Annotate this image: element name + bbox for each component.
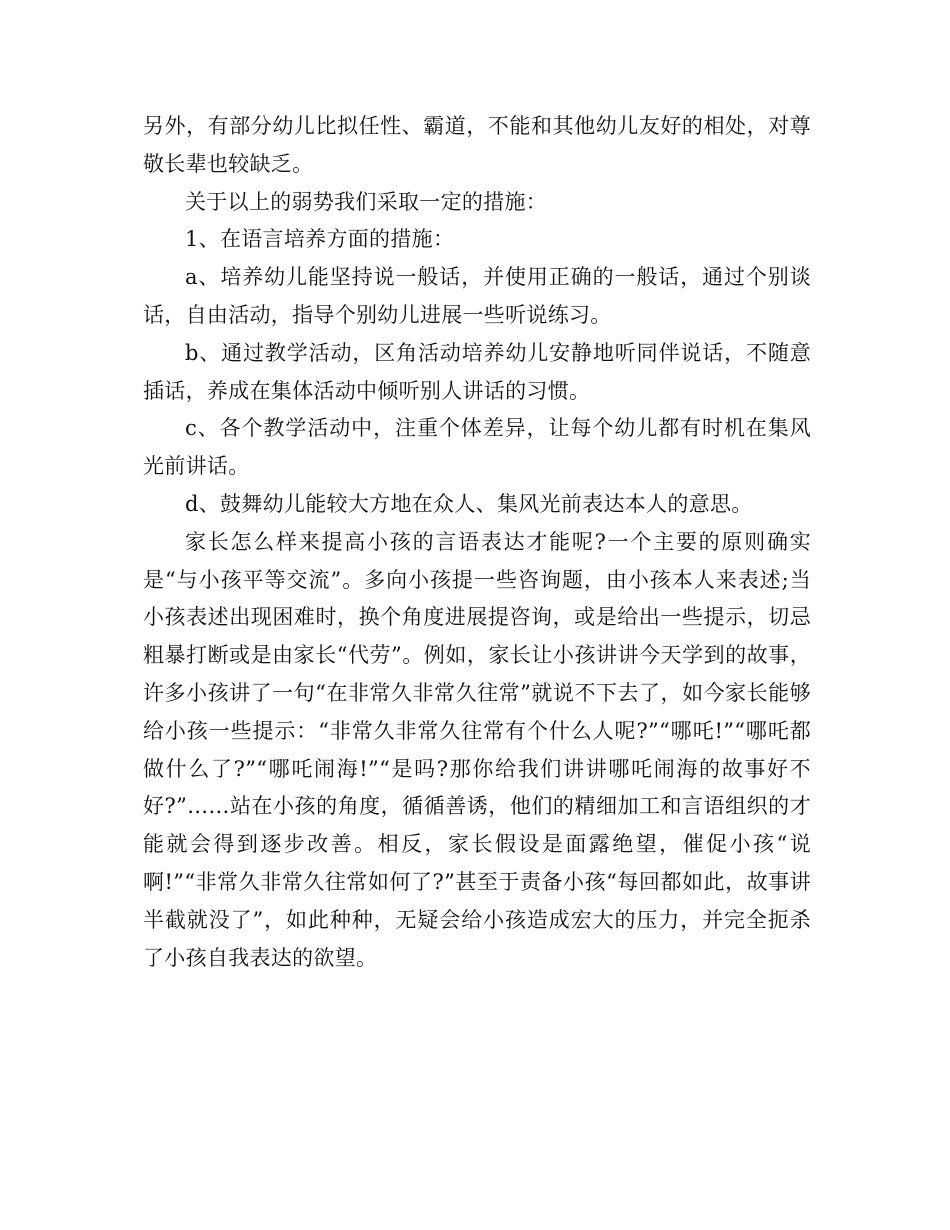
paragraph-language-measures-heading: 1、在语言培养方面的措施： — [185, 227, 455, 252]
paragraph-continuation: 另外，有部分幼儿比拟任性、霸道，不能和其他幼儿友好的相处，对尊敬长辈也较缺乏。 — [143, 114, 811, 176]
paragraph-item-c: c、各个教学活动中，注重个体差异，让每个幼儿都有时机在集风光前讲话。 — [143, 416, 811, 479]
paragraph-item-a: a、培养幼儿能坚持说一般话，并使用正确的一般话，通过个别谈话，自由活动，指导个别幼儿进展一些听说练习。 — [143, 265, 811, 327]
body-text — [143, 108, 811, 977]
paragraph-measures-intro: 关于以上的弱势我们采取一定的措施： — [185, 189, 548, 214]
paragraph-parents-advice: 家长怎么样来提高小孩的言语表达才能呢?一个主要的原则确实是“与小孩平等交流”。多向小孩提一些咨询题，由小孩本人来表述;当小孩表述出现困难时，换个角度进展提咨询，或是给出一些提示，切忌粗暴打断或是由家长“代劳”。例如，家长让小孩讲讲今天学到的故事，许多小孩讲了一句“在非常久非常久往常”就说不下去了，如今家长能够给小孩一些提示：“非常久非常久往常有个什么人呢?”“哪吒!”“哪吒都做什么了?”“哪吒闹海!”“是吗?那你给我们讲讲哪吒闹海的故事好不好?”……站在小孩的角度，循循善诱，他们的精细加工和言语组织的才能就会得到逐步改善。相反，家长假设是面露绝望，催促小孩“说啊!”“非常久非常久往常如何了?”甚至于责备小孩“每回都如此，故事讲半截就没了”，如此种种，无疑会给小孩造成宏大的压力，并完全扼杀了小孩自我表达的欲望。 — [143, 529, 811, 970]
paragraph-item-d: d、鼓舞幼儿能较大方地在众人、集风光前表达本人的意思。 — [185, 491, 753, 516]
paragraph-item-b: b、通过教学活动，区角活动培养幼儿安静地听同伴说话，不随意插话，养成在集体活动中倾听别人讲话的习惯。 — [143, 340, 811, 403]
